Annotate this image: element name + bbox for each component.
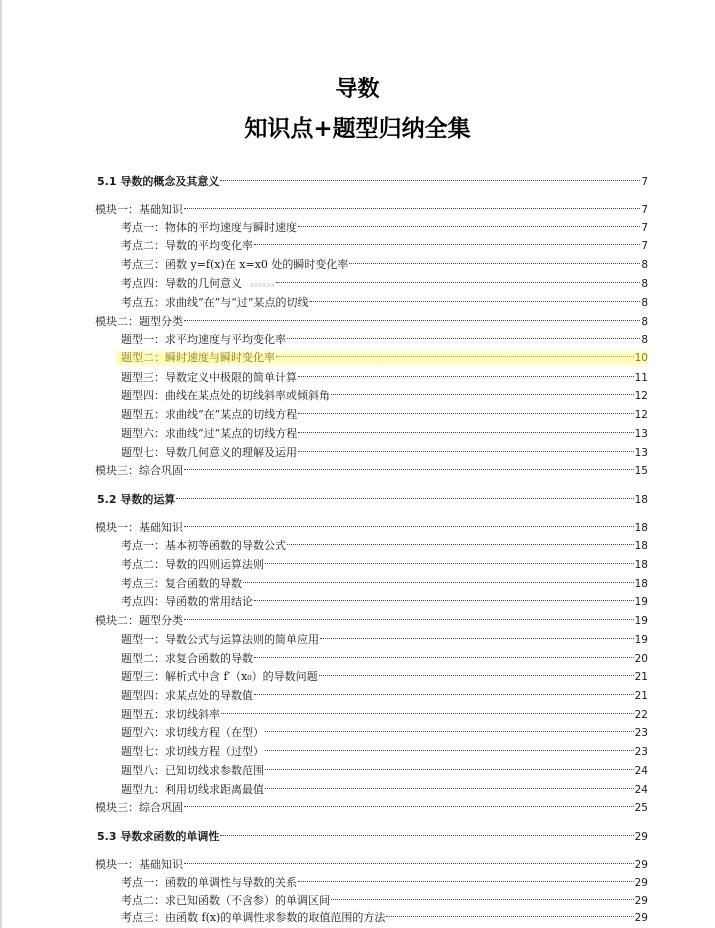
toc-item[interactable] xyxy=(121,236,648,256)
toc-item[interactable] xyxy=(121,686,648,706)
leader-dots xyxy=(220,835,633,836)
toc-item[interactable] xyxy=(121,443,648,463)
toc-entry-label: 题型六：求曲线“过”某点的切线方程 xyxy=(121,427,298,440)
leader-dots xyxy=(184,863,634,864)
document-title: 导数 xyxy=(335,77,380,102)
toc-page-number: 18 xyxy=(634,559,648,571)
toc-entry-label: 考点二：求已知函数（不含参）的单调区间 xyxy=(121,894,330,907)
toc-module[interactable] xyxy=(95,518,648,538)
toc-section-5-1[interactable] xyxy=(97,172,648,192)
toc-item[interactable] xyxy=(121,761,648,781)
toc-page-number: 18 xyxy=(634,494,648,506)
leader-dots xyxy=(320,638,634,639)
toc-entry-label: 5.1 导数的概念及其意义 xyxy=(97,175,220,188)
leader-dots xyxy=(331,899,634,900)
toc-page-number: 22 xyxy=(634,709,648,721)
toc-entry-label: 考点三：复合函数的导数 xyxy=(121,577,242,590)
toc-page-number: 24 xyxy=(634,765,648,777)
leader-dots xyxy=(287,544,634,545)
toc-entry-label: 5.3 导数求函数的单调性 xyxy=(97,830,220,843)
toc-item[interactable] xyxy=(121,330,648,350)
toc-page-number: 18 xyxy=(634,578,648,590)
toc-page-number: 18 xyxy=(634,522,648,534)
toc-entry-label: 题型四：曲线在某点处的切线斜率或倾斜角 xyxy=(121,389,330,402)
toc-entry-label: 考点一：物体的平均速度与瞬时速度 xyxy=(121,221,297,234)
leader-dots xyxy=(184,526,634,527)
toc-entry-label: 题型二：瞬时速度与瞬时变化率 xyxy=(121,351,275,364)
toc-item[interactable] xyxy=(121,649,648,669)
toc-entry-label: 考点三：由函数 f(x)的单调性求参数的取值范围的方法 xyxy=(121,911,386,924)
leader-dots xyxy=(243,582,634,583)
toc-entry-label: 考点四：导函数的常用结论 xyxy=(121,595,253,608)
toc-module[interactable] xyxy=(95,312,648,332)
toc-section-5-3[interactable] xyxy=(97,827,648,847)
toc-page-number: 8 xyxy=(641,259,648,271)
leader-dots xyxy=(349,263,640,264)
leader-dots xyxy=(265,731,634,732)
toc-item[interactable] xyxy=(121,386,648,406)
toc-item[interactable] xyxy=(121,592,648,612)
toc-page-number: 13 xyxy=(634,447,648,459)
toc-entry-label: 模块三：综合巩固 xyxy=(95,801,183,814)
toc-page-number: 19 xyxy=(634,634,648,646)
toc-item-highlighted[interactable] xyxy=(116,348,648,368)
toc-entry-label: 题型三：解析式中含 f′（x₀）的导数问题 xyxy=(121,670,318,683)
toc-page-number: 23 xyxy=(634,746,648,758)
toc-entry-label: 5.2 导数的运算 xyxy=(97,493,176,506)
toc-entry-label: 题型一：导数公式与运算法则的简单应用 xyxy=(121,633,319,646)
leader-dots xyxy=(276,282,640,283)
toc-module[interactable] xyxy=(95,855,648,875)
toc-page-number: 20 xyxy=(634,653,648,665)
toc-entry-label: 题型四：求某点处的导数值 xyxy=(121,689,253,702)
toc-page-number: 23 xyxy=(634,727,648,739)
toc-page-number: 21 xyxy=(634,690,648,702)
toc-page-number: 29 xyxy=(634,859,648,871)
toc-page-number: 12 xyxy=(634,409,648,421)
toc-item[interactable] xyxy=(121,873,648,893)
toc-item[interactable] xyxy=(121,780,648,800)
leader-dots xyxy=(298,376,634,377)
toc-module[interactable] xyxy=(95,461,648,481)
toc-item[interactable] xyxy=(121,908,648,928)
toc-page-number: 24 xyxy=(634,784,648,796)
leader-dots xyxy=(265,769,634,770)
leader-dots xyxy=(254,694,634,695)
document-subtitle: 知识点+题型归纳全集 xyxy=(244,116,471,142)
toc-entry-label: 考点四：导数的几何意义 xyxy=(121,277,242,290)
toc-module[interactable] xyxy=(95,200,648,220)
toc-section-5-2[interactable] xyxy=(97,490,648,510)
toc-page-number: 15 xyxy=(634,465,648,477)
toc-item[interactable] xyxy=(121,218,648,238)
toc-page-number: 13 xyxy=(634,428,648,440)
leader-dots xyxy=(254,244,640,245)
toc-page-number: 11 xyxy=(634,372,648,384)
toc-page-number: 29 xyxy=(634,877,648,889)
leader-dots xyxy=(184,806,634,807)
toc-entry-label: 题型七：导数几何意义的理解及运用 xyxy=(121,446,297,459)
leader-dots xyxy=(265,750,634,751)
toc-item[interactable] xyxy=(121,274,648,294)
toc-entry-label: 考点二：导数的平均变化率 xyxy=(121,239,253,252)
toc-entry-label: 考点一：基本初等函数的导数公式 xyxy=(121,539,286,552)
toc-item[interactable] xyxy=(121,705,648,725)
toc-page-number: 7 xyxy=(641,240,648,252)
toc-entry-label: 模块三：综合巩固 xyxy=(95,464,183,477)
leader-dots xyxy=(310,301,641,302)
toc-entry-label: 考点三：函数 y=f(x)在 x=x0 处的瞬时变化率 xyxy=(121,258,349,271)
toc-entry-label: 模块二：题型分类 xyxy=(95,614,183,627)
toc-item[interactable] xyxy=(121,424,648,444)
toc-page-number: 18 xyxy=(634,540,648,552)
leader-dots xyxy=(254,657,634,658)
leader-dots xyxy=(265,563,634,564)
toc-page-number: 19 xyxy=(634,596,648,608)
toc-page-number: 10 xyxy=(634,352,648,364)
toc-entry-label: 题型六：求切线方程（在型） xyxy=(121,726,264,739)
toc-item[interactable] xyxy=(121,293,648,313)
toc-page-number: 7 xyxy=(641,222,648,234)
toc-item[interactable] xyxy=(121,536,648,556)
toc-item[interactable] xyxy=(121,405,648,425)
toc-page-number: 29 xyxy=(634,912,648,924)
toc-item[interactable] xyxy=(121,667,648,687)
toc-page-number: 7 xyxy=(641,204,648,216)
toc-entry-label: 题型五：求曲线“在”某点的切线方程 xyxy=(121,408,298,421)
leader-dots xyxy=(220,180,640,181)
toc-entry-label: 题型八：已知切线求参数范围 xyxy=(121,764,264,777)
toc-entry-label: 题型七：求切线方程（过型） xyxy=(121,745,264,758)
toc-page-number: 25 xyxy=(634,802,648,814)
toc-entry-label: 模块一：基础知识 xyxy=(95,858,183,871)
toc-page-number: 7 xyxy=(641,176,648,188)
toc-page-number: 29 xyxy=(634,831,648,843)
faint-watermark-text: xxxxxx xyxy=(250,281,275,289)
toc-entry-label: 模块一：基础知识 xyxy=(95,521,183,534)
toc-entry-label: 题型一：求平均速度与平均变化率 xyxy=(121,333,286,346)
leader-dots xyxy=(184,619,634,620)
toc-entry-label: 模块二：题型分类 xyxy=(95,315,183,328)
toc-item[interactable] xyxy=(121,368,648,388)
toc-page-number: 8 xyxy=(641,278,648,290)
toc-item[interactable] xyxy=(121,555,648,575)
toc-page-number: 29 xyxy=(634,895,648,907)
toc-entry-label: 题型三：导数定义中极限的简单计算 xyxy=(121,371,297,384)
toc-entry-label: 模块一：基础知识 xyxy=(95,203,183,216)
toc-item[interactable] xyxy=(121,723,648,743)
leader-dots xyxy=(221,713,634,714)
leader-dots xyxy=(298,881,634,882)
toc-page-number: 8 xyxy=(641,297,648,309)
leader-dots xyxy=(176,498,633,499)
leader-dots xyxy=(298,451,634,452)
leader-dots xyxy=(184,469,634,470)
toc-page-number: 8 xyxy=(641,334,648,346)
leader-dots xyxy=(265,788,634,789)
toc-module[interactable] xyxy=(95,798,648,818)
leader-dots xyxy=(319,675,634,676)
leader-dots xyxy=(298,432,633,433)
toc-entry-label: 题型二：求复合函数的导数 xyxy=(121,652,253,665)
leader-dots xyxy=(276,356,634,357)
toc-item[interactable] xyxy=(121,630,648,650)
leader-dots xyxy=(184,320,640,321)
leader-dots xyxy=(298,413,633,414)
toc-item[interactable] xyxy=(121,742,648,762)
leader-dots xyxy=(184,208,640,209)
toc-module[interactable] xyxy=(95,611,648,631)
toc-page-number: 8 xyxy=(641,316,648,328)
leader-dots xyxy=(254,600,634,601)
toc-entry-label: 考点二：导数的四则运算法则 xyxy=(121,558,264,571)
leader-dots xyxy=(331,394,634,395)
toc-entry-label: 考点五：求曲线“在”与“过”某点的切线 xyxy=(121,296,309,309)
leader-dots xyxy=(287,338,640,339)
toc-page-number: 21 xyxy=(634,671,648,683)
leader-dots xyxy=(298,226,640,227)
toc-item[interactable] xyxy=(121,574,648,594)
leader-dots xyxy=(386,916,633,917)
toc-page-number: 19 xyxy=(634,615,648,627)
toc-entry-label: 考点一：函数的单调性与导数的关系 xyxy=(121,876,297,889)
toc-item[interactable] xyxy=(121,255,648,275)
toc-entry-label: 题型九：利用切线求距离最值 xyxy=(121,783,264,796)
toc-page-number: 12 xyxy=(634,390,648,402)
toc-entry-label: 题型五：求切线斜率 xyxy=(121,708,220,721)
